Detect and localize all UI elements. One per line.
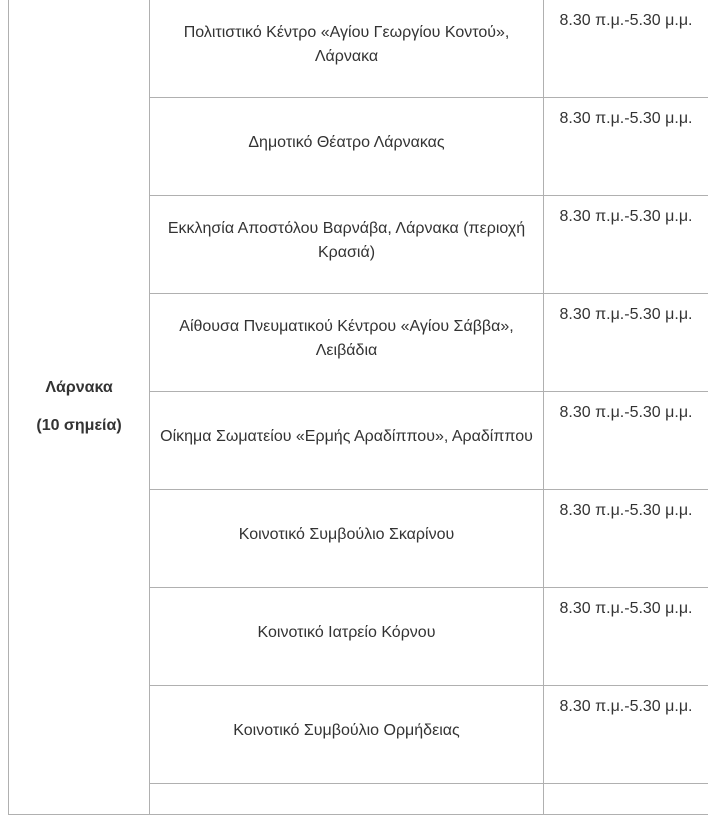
- region-cell: [9, 0, 150, 815]
- venue-text: Πολιτιστικό Κέντρο «Αγίου Γεωργίου Κοντού», Λάρνακα: [158, 21, 535, 69]
- hours-cell-empty: [544, 784, 708, 815]
- hours-cell: 8.30 π.μ.-5.30 μ.μ.: [544, 294, 708, 392]
- region-name: Λάρνακα: [17, 376, 141, 400]
- locations-table-wrapper: [8, 0, 708, 711]
- venue-text: Εκκλησία Αποστόλου Βαρνάβα, Λάρνακα (περιοχή Κρασιά): [158, 217, 535, 265]
- venue-text: Κοινοτικό Ιατρείο Κόρνου: [158, 621, 535, 645]
- venue-cell-empty: [150, 784, 544, 815]
- venue-cell: [150, 686, 544, 784]
- venue-text: Κοινοτικό Συμβούλιο Σκαρίνου: [158, 523, 535, 547]
- venue-cell: [150, 98, 544, 196]
- venue-cell: [150, 0, 544, 98]
- venue-cell: [150, 588, 544, 686]
- hours-cell: 8.30 π.μ.-5.30 μ.μ.: [544, 588, 708, 686]
- hours-cell: 8.30 π.μ.-5.30 μ.μ.: [544, 196, 708, 294]
- venue-text: Κοινοτικό Συμβούλιο Ορμήδειας: [158, 719, 535, 743]
- venue-cell: [150, 490, 544, 588]
- venue-cell: [150, 294, 544, 392]
- region-count: (10 σημεία): [17, 414, 141, 438]
- hours-cell: 8.30 π.μ.-5.30 μ.μ.: [544, 686, 708, 784]
- hours-cell: 8.30 π.μ.-5.30 μ.μ.: [544, 98, 708, 196]
- hours-cell: 8.30 π.μ.-5.30 μ.μ.: [544, 392, 708, 490]
- venue-text: Αίθουσα Πνευματικού Κέντρου «Αγίου Σάββα», Λειβάδια: [158, 315, 535, 363]
- venue-text: Οίκημα Σωματείου «Ερμής Αραδίππου», Αραδίππου: [158, 425, 535, 449]
- venue-cell: [150, 196, 544, 294]
- hours-cell: 8.30 π.μ.-5.30 μ.μ.: [544, 0, 708, 98]
- hours-cell: 8.30 π.μ.-5.30 μ.μ.: [544, 490, 708, 588]
- table-row: [9, 0, 708, 98]
- venue-cell: [150, 392, 544, 490]
- locations-table: [8, 0, 708, 815]
- venue-text: Δημοτικό Θέατρο Λάρνακας: [158, 131, 535, 155]
